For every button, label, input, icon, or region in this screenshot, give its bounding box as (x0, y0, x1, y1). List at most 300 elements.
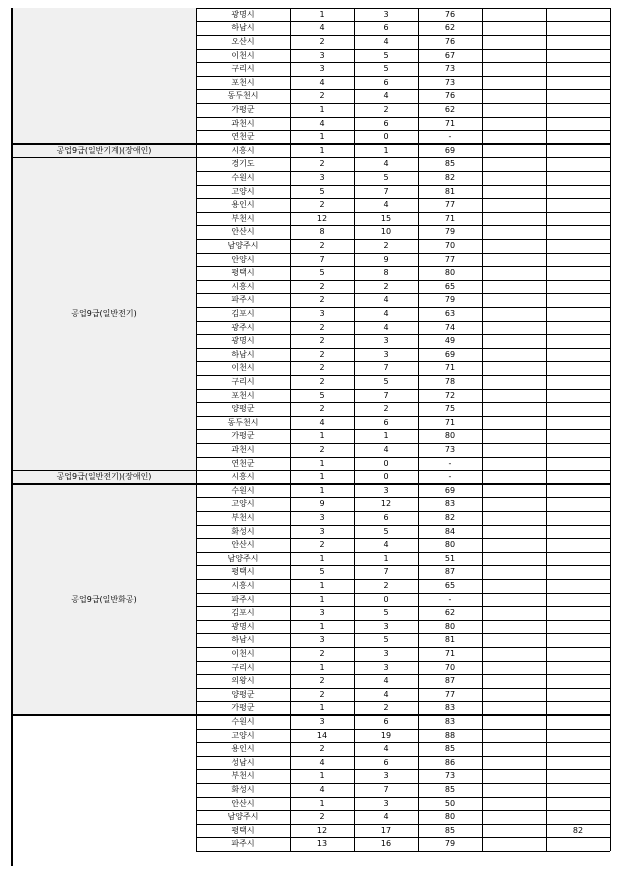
region-cell: 동두천시 (227, 417, 259, 427)
row-divider (196, 429, 610, 430)
region-cell: 광주시 (231, 322, 255, 332)
recruit-count-cell: 9 (319, 499, 325, 509)
row-divider (196, 606, 610, 607)
region-cell: 광명시 (231, 621, 255, 631)
recruit-count-cell: 1 (319, 662, 325, 672)
row-divider (196, 797, 610, 798)
score-cell: 75 (444, 404, 456, 414)
score-cell: 76 (444, 9, 456, 19)
row-divider (196, 62, 610, 63)
row-divider (12, 714, 610, 716)
recruit-count-cell: 1 (319, 580, 325, 590)
region-cell: 오산시 (231, 36, 255, 46)
recruit-count-cell: 3 (319, 608, 325, 618)
row-divider (196, 35, 610, 36)
score-cell: 79 (444, 839, 456, 849)
applicant-count-cell: 3 (383, 662, 389, 672)
score-cell: 79 (444, 227, 456, 237)
score-cell: 84 (444, 526, 456, 536)
score-cell: 85 (444, 744, 456, 754)
region-cell: 하남시 (231, 23, 255, 33)
applicant-count-cell: 4 (383, 91, 389, 101)
row-divider (196, 565, 610, 566)
applicant-count-cell: 9 (383, 254, 389, 264)
applicant-count-cell: 8 (383, 268, 389, 278)
region-cell: 김포시 (231, 608, 255, 618)
recruit-count-cell: 2 (319, 744, 325, 754)
applicant-count-cell: 4 (383, 295, 389, 305)
region-cell: 동두천시 (227, 91, 259, 101)
applicant-count-cell: 17 (380, 825, 392, 835)
row-divider (196, 701, 610, 702)
region-cell: 남양주시 (227, 240, 259, 250)
applicant-count-cell: 4 (383, 689, 389, 699)
applicant-count-cell: 3 (383, 485, 389, 495)
recruit-count-cell: 2 (319, 159, 325, 169)
recruit-count-cell: 8 (319, 227, 325, 237)
row-divider (196, 579, 610, 580)
score-cell: 77 (444, 200, 456, 210)
score-cell: 70 (444, 662, 456, 672)
region-cell: 용인시 (231, 744, 255, 754)
applicant-count-cell: 3 (383, 9, 389, 19)
row-divider (196, 552, 610, 553)
extra-cell: 82 (572, 825, 584, 835)
region-cell: 안산시 (231, 227, 255, 237)
applicant-count-cell: 1 (383, 145, 389, 155)
applicant-count-cell: 5 (383, 50, 389, 60)
region-cell: 안산시 (231, 540, 255, 550)
score-cell: 62 (444, 608, 456, 618)
applicant-count-cell: 4 (383, 322, 389, 332)
row-divider (196, 593, 610, 594)
applicant-count-cell: 4 (383, 36, 389, 46)
region-cell: 수원시 (231, 172, 255, 182)
score-cell: 62 (444, 104, 456, 114)
score-cell: 85 (444, 825, 456, 835)
row-divider (196, 729, 610, 730)
score-cell: 85 (444, 159, 456, 169)
applicant-count-cell: 5 (383, 635, 389, 645)
region-cell: 양평군 (231, 689, 255, 699)
recruit-count-cell: 12 (316, 825, 328, 835)
score-cell: 71 (444, 648, 456, 658)
row-divider (196, 620, 610, 621)
applicant-count-cell: 3 (383, 771, 389, 781)
recruit-count-cell: 2 (319, 240, 325, 250)
recruit-count-cell: 14 (316, 730, 328, 740)
recruit-count-cell: 4 (319, 757, 325, 767)
row-divider (196, 375, 610, 376)
row-divider (196, 334, 610, 335)
region-cell: 과천시 (231, 444, 255, 454)
recruit-count-cell: 1 (319, 771, 325, 781)
score-cell: 73 (444, 77, 456, 87)
region-cell: 평택시 (231, 825, 255, 835)
column-divider (610, 8, 611, 851)
region-cell: 양평군 (231, 404, 255, 414)
applicant-count-cell: 2 (383, 703, 389, 713)
region-cell: 평택시 (231, 567, 255, 577)
recruit-count-cell: 2 (319, 336, 325, 346)
applicant-count-cell: 1 (383, 431, 389, 441)
row-divider (196, 633, 610, 634)
region-cell: 화성시 (231, 526, 255, 536)
recruit-count-cell: 2 (319, 36, 325, 46)
region-cell: 연천군 (231, 132, 255, 142)
row-divider (196, 185, 610, 186)
row-divider (196, 837, 610, 838)
region-cell: 의왕시 (231, 676, 255, 686)
applicant-count-cell: 2 (383, 580, 389, 590)
score-cell: 82 (444, 172, 456, 182)
score-cell: 67 (444, 50, 456, 60)
row-divider (12, 143, 610, 145)
applicant-count-cell: 16 (380, 839, 392, 849)
applicant-count-cell: 6 (383, 716, 389, 726)
score-cell: 81 (444, 186, 456, 196)
recruit-count-cell: 3 (319, 172, 325, 182)
applicant-count-cell: 6 (383, 417, 389, 427)
row-divider (196, 361, 610, 362)
column-divider (196, 8, 197, 851)
recruit-count-cell: 5 (319, 268, 325, 278)
applicant-count-cell: 6 (383, 77, 389, 87)
row-divider (196, 171, 610, 172)
row-divider (196, 225, 610, 226)
region-cell: 남양주시 (227, 812, 259, 822)
row-divider (196, 783, 610, 784)
score-cell: - (448, 458, 452, 468)
applicant-count-cell: 10 (380, 227, 392, 237)
row-divider (196, 511, 610, 512)
applicant-count-cell: 7 (383, 784, 389, 794)
region-cell: 구리시 (231, 376, 255, 386)
recruit-count-cell: 2 (319, 200, 325, 210)
applicant-count-cell: 3 (383, 336, 389, 346)
recruit-count-cell: 2 (319, 404, 325, 414)
row-divider (196, 89, 610, 90)
applicant-count-cell: 2 (383, 240, 389, 250)
region-cell: 시흥시 (231, 580, 255, 590)
row-divider (196, 688, 610, 689)
row-divider (196, 661, 610, 662)
score-cell: 87 (444, 676, 456, 686)
score-cell: 73 (444, 444, 456, 454)
row-divider (12, 157, 610, 159)
applicant-count-cell: 0 (383, 132, 389, 142)
recruit-count-cell: 2 (319, 376, 325, 386)
recruit-count-cell: 5 (319, 567, 325, 577)
applicant-count-cell: 6 (383, 512, 389, 522)
score-cell: 51 (444, 553, 456, 563)
region-cell: 하남시 (231, 635, 255, 645)
row-divider (196, 198, 610, 199)
applicant-count-cell: 4 (383, 744, 389, 754)
score-cell: 49 (444, 336, 456, 346)
row-divider (196, 8, 610, 9)
score-cell: 80 (444, 431, 456, 441)
applicant-count-cell: 5 (383, 64, 389, 74)
score-cell: 62 (444, 23, 456, 33)
region-cell: 고양시 (231, 186, 255, 196)
row-divider (196, 117, 610, 118)
score-cell: 69 (444, 145, 456, 155)
column-divider (482, 8, 483, 851)
recruit-count-cell: 1 (319, 621, 325, 631)
row-divider (196, 497, 610, 498)
region-cell: 가평군 (231, 431, 255, 441)
score-cell: 73 (444, 64, 456, 74)
row-divider (196, 212, 610, 213)
applicant-count-cell: 1 (383, 553, 389, 563)
row-divider (196, 674, 610, 675)
score-cell: 71 (444, 363, 456, 373)
region-cell: 안산시 (231, 798, 255, 808)
region-cell: 부천시 (231, 771, 255, 781)
region-cell: 하남시 (231, 349, 255, 359)
row-divider (196, 742, 610, 743)
recruit-count-cell: 1 (319, 145, 325, 155)
region-cell: 김포시 (231, 308, 255, 318)
region-cell: 고양시 (231, 499, 255, 509)
score-cell: 77 (444, 254, 456, 264)
applicant-count-cell: 4 (383, 159, 389, 169)
score-cell: 69 (444, 349, 456, 359)
row-divider (196, 769, 610, 770)
score-cell: 83 (444, 703, 456, 713)
recruit-count-cell: 1 (319, 458, 325, 468)
applicant-count-cell: 4 (383, 308, 389, 318)
score-cell: 78 (444, 376, 456, 386)
applicant-count-cell: 2 (383, 104, 389, 114)
region-cell: 가평군 (231, 703, 255, 713)
recruit-count-cell: 1 (319, 594, 325, 604)
recruit-count-cell: 2 (319, 322, 325, 332)
recruit-count-cell: 2 (319, 812, 325, 822)
recruit-count-cell: 4 (319, 417, 325, 427)
recruit-count-cell: 4 (319, 784, 325, 794)
row-divider (196, 402, 610, 403)
applicant-count-cell: 5 (383, 526, 389, 536)
recruit-count-cell: 2 (319, 676, 325, 686)
region-cell: 용인시 (231, 200, 255, 210)
recruit-count-cell: 7 (319, 254, 325, 264)
score-cell: 85 (444, 784, 456, 794)
row-divider (196, 253, 610, 254)
row-divider (196, 538, 610, 539)
score-cell: 71 (444, 417, 456, 427)
region-cell: 시흥시 (231, 281, 255, 291)
region-cell: 이천시 (231, 363, 255, 373)
applicant-count-cell: 7 (383, 567, 389, 577)
applicant-count-cell: 4 (383, 444, 389, 454)
region-cell: 경기도 (231, 159, 255, 169)
region-cell: 안양시 (231, 254, 255, 264)
score-cell: 76 (444, 91, 456, 101)
row-divider (196, 525, 610, 526)
score-cell: 83 (444, 716, 456, 726)
applicant-count-cell: 5 (383, 608, 389, 618)
applicant-count-cell: 6 (383, 23, 389, 33)
row-divider (196, 756, 610, 757)
row-divider (196, 457, 610, 458)
row-divider (196, 307, 610, 308)
region-cell: 파주시 (231, 295, 255, 305)
recruit-count-cell: 3 (319, 716, 325, 726)
score-cell: 73 (444, 771, 456, 781)
recruit-count-cell: 3 (319, 635, 325, 645)
recruit-count-cell: 3 (319, 64, 325, 74)
recruit-count-cell: 1 (319, 431, 325, 441)
score-cell: 86 (444, 757, 456, 767)
region-cell: 연천군 (231, 458, 255, 468)
applicant-count-cell: 3 (383, 798, 389, 808)
recruit-count-cell: 2 (319, 540, 325, 550)
applicant-count-cell: 12 (380, 499, 392, 509)
applicant-count-cell: 3 (383, 349, 389, 359)
recruit-count-cell: 2 (319, 363, 325, 373)
column-divider (546, 8, 547, 851)
row-divider (196, 851, 610, 852)
applicant-count-cell: 7 (383, 390, 389, 400)
region-cell: 남양주시 (227, 553, 259, 563)
row-divider (196, 280, 610, 281)
recruit-count-cell: 3 (319, 512, 325, 522)
applicant-count-cell: 5 (383, 376, 389, 386)
region-cell: 광명시 (231, 9, 255, 19)
recruit-count-cell: 4 (319, 77, 325, 87)
recruit-count-cell: 4 (319, 118, 325, 128)
column-divider (418, 8, 419, 851)
column-divider (290, 8, 291, 851)
region-cell: 광명시 (231, 336, 255, 346)
score-cell: 65 (444, 580, 456, 590)
applicant-count-cell: 0 (383, 458, 389, 468)
applicant-count-cell: 4 (383, 540, 389, 550)
recruit-count-cell: 2 (319, 295, 325, 305)
score-cell: 74 (444, 322, 456, 332)
recruit-count-cell: 5 (319, 186, 325, 196)
applicant-count-cell: 0 (383, 594, 389, 604)
recruit-count-cell: 1 (319, 472, 325, 482)
score-cell: 63 (444, 308, 456, 318)
score-cell: 70 (444, 240, 456, 250)
column-divider (11, 8, 12, 866)
applicant-count-cell: 6 (383, 757, 389, 767)
recruit-count-cell: 2 (319, 91, 325, 101)
region-cell: 이천시 (231, 50, 255, 60)
region-cell: 파주시 (231, 839, 255, 849)
row-divider (12, 483, 610, 485)
applicant-count-cell: 0 (383, 472, 389, 482)
region-cell: 부천시 (231, 213, 255, 223)
applicant-count-cell: 2 (383, 281, 389, 291)
score-cell: 50 (444, 798, 456, 808)
region-cell: 성남시 (231, 757, 255, 767)
score-cell: 71 (444, 213, 456, 223)
row-divider (196, 389, 610, 390)
row-divider (196, 239, 610, 240)
recruit-count-cell: 5 (319, 390, 325, 400)
applicant-count-cell: 4 (383, 812, 389, 822)
score-cell: 88 (444, 730, 456, 740)
group-label: 공업9급(일반화공) (71, 594, 137, 604)
applicant-count-cell: 19 (380, 730, 392, 740)
applicant-count-cell: 3 (383, 648, 389, 658)
region-cell: 화성시 (231, 784, 255, 794)
region-cell: 수원시 (231, 485, 255, 495)
row-divider (196, 130, 610, 131)
group-label: 공업9급(일반전기) (71, 308, 137, 318)
applicant-count-cell: 5 (383, 172, 389, 182)
group-label: 공업9급(일반전기)(장애인) (56, 472, 152, 482)
recruit-count-cell: 12 (316, 213, 328, 223)
score-cell: 80 (444, 812, 456, 822)
region-cell: 시흥시 (231, 472, 255, 482)
score-cell: 87 (444, 567, 456, 577)
score-cell: 80 (444, 540, 456, 550)
score-cell: 83 (444, 499, 456, 509)
row-divider (196, 49, 610, 50)
region-cell: 과천시 (231, 118, 255, 128)
region-cell: 포천시 (231, 77, 255, 87)
score-cell: 79 (444, 295, 456, 305)
region-cell: 평택시 (231, 268, 255, 278)
applicant-count-cell: 6 (383, 118, 389, 128)
region-cell: 수원시 (231, 716, 255, 726)
score-cell: 71 (444, 118, 456, 128)
recruit-count-cell: 2 (319, 648, 325, 658)
row-divider (196, 266, 610, 267)
region-cell: 구리시 (231, 64, 255, 74)
row-divider (196, 824, 610, 825)
score-cell: 82 (444, 512, 456, 522)
row-divider (196, 647, 610, 648)
recruit-count-cell: 1 (319, 553, 325, 563)
row-divider (196, 293, 610, 294)
region-cell: 고양시 (231, 730, 255, 740)
recruit-count-cell: 13 (316, 839, 328, 849)
recruit-count-cell: 1 (319, 104, 325, 114)
row-divider (196, 76, 610, 77)
row-divider (196, 416, 610, 417)
region-cell: 시흥시 (231, 145, 255, 155)
score-cell: 65 (444, 281, 456, 291)
score-cell: 72 (444, 390, 456, 400)
recruit-count-cell: 1 (319, 485, 325, 495)
group-label: 공업9급(일반기계)(장애인) (56, 145, 152, 155)
score-cell: - (448, 132, 452, 142)
row-divider (196, 21, 610, 22)
score-cell: 80 (444, 621, 456, 631)
recruit-count-cell: 2 (319, 349, 325, 359)
score-cell: 77 (444, 689, 456, 699)
recruit-count-cell: 2 (319, 444, 325, 454)
region-cell: 이천시 (231, 648, 255, 658)
applicant-count-cell: 7 (383, 186, 389, 196)
score-cell: - (448, 594, 452, 604)
recruit-count-cell: 4 (319, 23, 325, 33)
row-divider (196, 103, 610, 104)
recruit-count-cell: 1 (319, 132, 325, 142)
recruit-count-cell: 2 (319, 689, 325, 699)
region-cell: 가평군 (231, 104, 255, 114)
score-cell: 76 (444, 36, 456, 46)
applicant-count-cell: 7 (383, 363, 389, 373)
applicant-count-cell: 4 (383, 676, 389, 686)
score-cell: 69 (444, 485, 456, 495)
